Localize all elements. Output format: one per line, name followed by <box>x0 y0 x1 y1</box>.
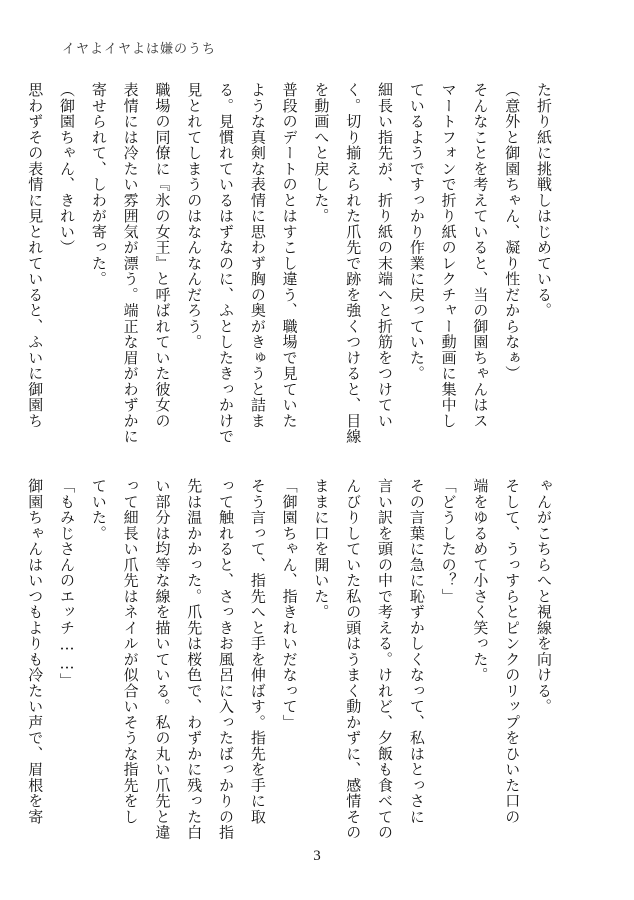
text-line: ていた。 <box>89 478 108 541</box>
text-line: そんなことを考えていると、当の御園ちゃんはス <box>471 82 490 429</box>
text-line: って触れると、さっきお風呂に入ったばっかりの指 <box>217 478 236 841</box>
text-line: んびりしていた私の頭はうまく動かずに、感情その <box>344 478 363 841</box>
text-line: そう言って、指先へと手を伸ばす。指先を手に取 <box>248 478 267 825</box>
text-line: 寄せられて、しわが寄った。 <box>89 82 108 287</box>
text-line: そして、うっすらとピンクのリップをひいた口の <box>503 478 522 825</box>
text-line: ままに口を開いた。 <box>312 478 331 620</box>
text-line: 「御園ちゃん、指きれいだなって」 <box>280 478 299 730</box>
text-line: を動画へと戻した。 <box>312 82 331 224</box>
text-line: 「もみじさんのエッチ……」 <box>58 478 77 689</box>
text-line: （意外と御園ちゃん、凝り性だからなぁ） <box>503 82 522 382</box>
text-line: く。切り揃えられた爪先で跡を強くつけると、目線 <box>344 82 363 445</box>
text-line: 細長い指先が、折り紙の末端へと折筋をつけてい <box>376 82 395 429</box>
text-line: 表情には冷たい雰囲気が漂う。端正な眉がわずかに <box>121 82 140 445</box>
text-line: 言い訳を頭の中で考える。けれど、夕飯も食べての <box>376 478 395 841</box>
text-line: ような真剣な表情に思わず胸の奥がきゅうと詰ま <box>248 82 267 429</box>
page-number: 3 <box>313 848 321 864</box>
text-line: その言葉に急に恥ずかしくなって、私はとっさに <box>407 478 426 825</box>
running-header: イヤよイヤよは嫌のうち <box>62 42 217 57</box>
text-line: 御園ちゃんはいつもよりも冷たい声で、眉根を寄 <box>26 478 45 825</box>
text-line: マートフォンで折り紙のレクチャー動画に集中し <box>439 82 458 429</box>
text-line: 普段のデートのとはすこし違う、職場で見ていた <box>280 82 299 429</box>
text-line: 職場の同僚に『氷の女王』と呼ばれていた彼女の <box>153 82 172 429</box>
text-line: 端をゆるめて小さく笑った。 <box>471 478 490 683</box>
text-line: ているようですっかり作業に戻っていた。 <box>407 82 426 382</box>
text-line: い部分は均等な線を描いている。私の丸い爪先と違 <box>153 478 172 841</box>
text-line: 先は温かかった。爪先は桜色で、わずかに残った白 <box>185 478 204 841</box>
text-line: （御園ちゃん、きれい） <box>58 82 77 256</box>
text-line: た折り紙に挑戦しはじめている。 <box>535 82 553 319</box>
text-line: る。見慣れているはずなのに、ふとしたきっかけで <box>217 82 236 445</box>
text-line: 「どうしたの？」 <box>439 478 458 604</box>
text-line: って細長い爪先はネイルが似合いそうな指先をし <box>121 478 140 825</box>
text-column-top <box>18 82 559 452</box>
text-line: 見とれてしまうのはなんなんだろう。 <box>185 82 204 350</box>
text-column-bottom <box>18 478 559 848</box>
text-line: 思わずその表情に見とれていると、ふいに御園ち <box>26 82 45 429</box>
text-line: ゃんがこちらへと視線を向ける。 <box>535 478 553 715</box>
